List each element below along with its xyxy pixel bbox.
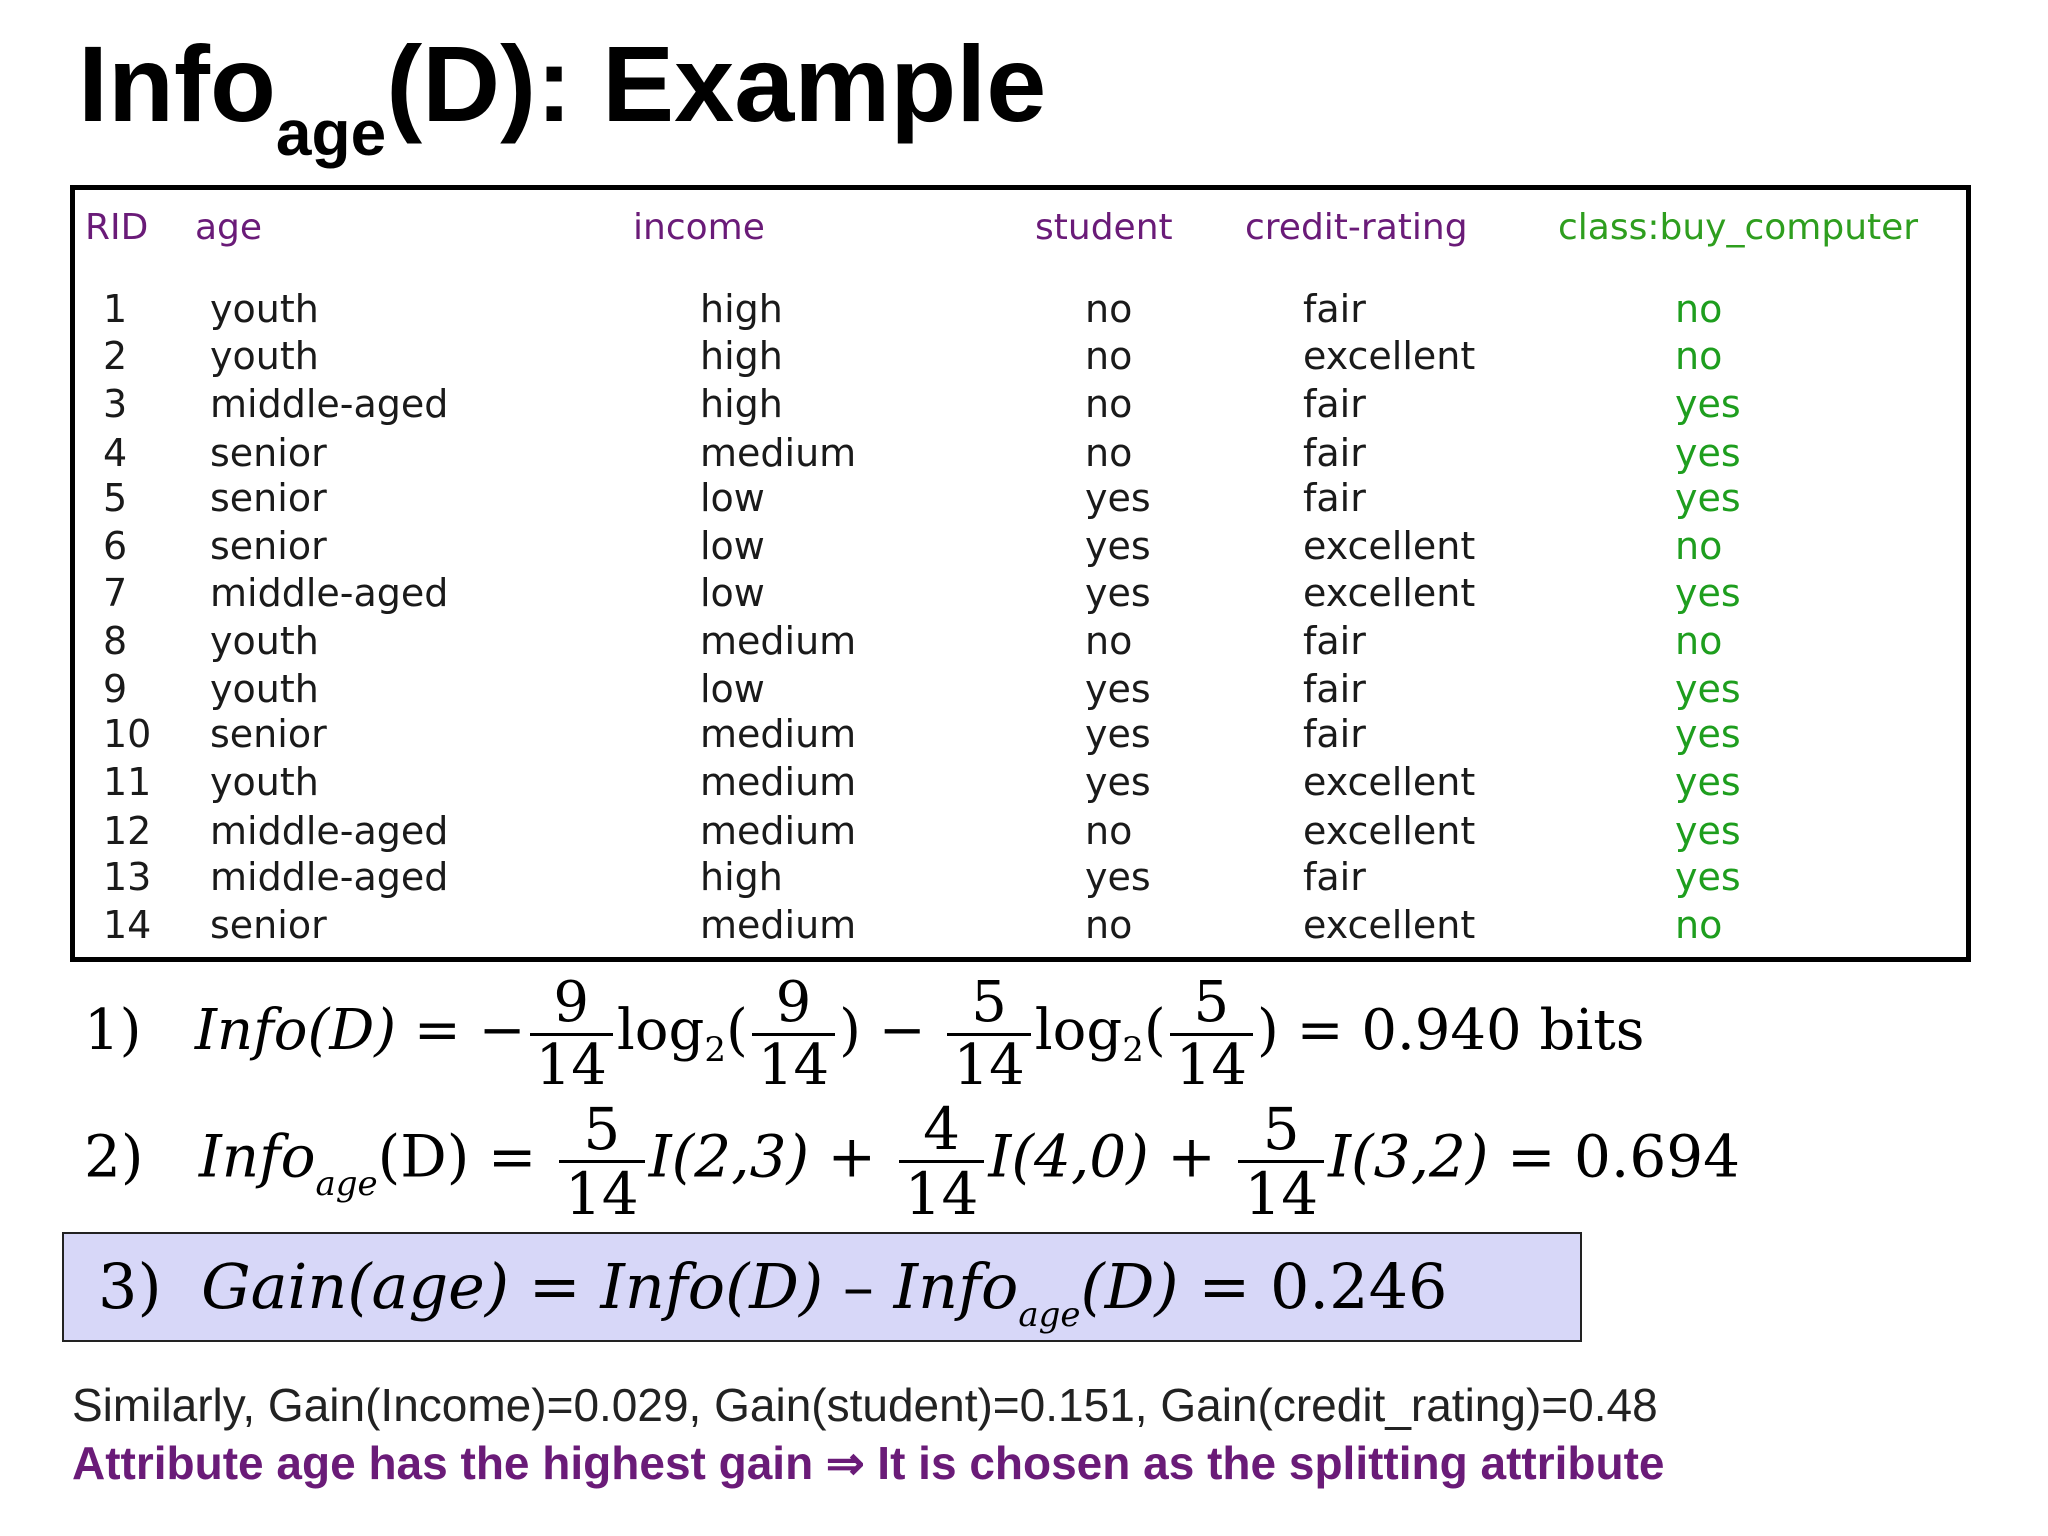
table-cell-class: yes — [1675, 382, 1741, 426]
conclusion-text: Attribute age has the highest gain ⇒ It is chosen as the splitting attribute — [72, 1437, 1665, 1489]
table-cell-income: high — [700, 855, 783, 899]
title-subscript: age — [275, 97, 387, 169]
table-cell-student: yes — [1085, 476, 1151, 520]
table-cell-rid: 2 — [103, 334, 128, 378]
table-cell-income: medium — [700, 712, 857, 756]
fraction: $\frac{5}{14}$ — [559, 1100, 645, 1223]
table-cell-class: no — [1675, 334, 1723, 378]
table-cell-rid: 11 — [103, 760, 152, 804]
table-cell-student: yes — [1085, 712, 1151, 756]
table-cell-age: middle-aged — [210, 809, 449, 853]
table-cell-age: senior — [210, 903, 327, 947]
table-cell-rid: 1 — [103, 287, 128, 331]
table-cell-income: medium — [700, 809, 857, 853]
table-cell-rid: 4 — [103, 431, 128, 475]
table-cell-rid: 6 — [103, 524, 128, 568]
table-cell-rid: 9 — [103, 667, 128, 711]
table-cell-credit: excellent — [1303, 524, 1476, 568]
table-cell-age: middle-aged — [210, 382, 449, 426]
table-cell-income: medium — [700, 619, 857, 663]
table-cell-income: medium — [700, 431, 857, 475]
data-table — [70, 185, 1971, 962]
table-cell-class: no — [1675, 619, 1723, 663]
table-cell-age: senior — [210, 524, 327, 568]
table-cell-class: yes — [1675, 476, 1741, 520]
table-cell-credit: fair — [1303, 476, 1366, 520]
table-cell-age: youth — [210, 334, 319, 378]
table-cell-income: low — [700, 571, 765, 615]
table-cell-income: low — [700, 667, 765, 711]
table-cell-class: yes — [1675, 855, 1741, 899]
table-cell-credit: excellent — [1303, 334, 1476, 378]
table-cell-class: yes — [1675, 571, 1741, 615]
table-cell-class: yes — [1675, 760, 1741, 804]
table-cell-student: no — [1085, 619, 1133, 663]
column-header-rid: RID — [85, 207, 149, 248]
equation-result: = 0.940 bits — [1296, 998, 1645, 1063]
equation-gain-age: 3) Gain(age) = Info(D) – Info$_{age}$(D) = 0.246 — [98, 1250, 1448, 1335]
table-cell-age: senior — [210, 712, 327, 756]
equation-info-age: 2) Info$_{age}$(D) = $\frac{5}{14}$ I(2,3) + $\frac{4}{14}$ I(4,0) + $\frac{5}{14}$ I(3,2) = 0.694 — [84, 1095, 1741, 1228]
table-cell-class: yes — [1675, 712, 1741, 756]
table-cell-rid: 12 — [103, 809, 152, 853]
equation-label: 2) — [84, 1122, 144, 1191]
equation-result: = 0.246 — [1198, 1250, 1448, 1323]
table-cell-age: youth — [210, 619, 319, 663]
table-cell-student: no — [1085, 382, 1133, 426]
table-cell-student: no — [1085, 809, 1133, 853]
table-cell-class: yes — [1675, 809, 1741, 853]
similar-gains-note: Similarly, Gain(Income)=0.029, Gain(student)=0.151, Gain(credit_rating)=0.48 — [72, 1379, 1658, 1431]
equation-label: 3) — [98, 1250, 162, 1323]
table-cell-age: senior — [210, 431, 327, 475]
fraction: $\frac{5}{14}$ — [947, 975, 1030, 1094]
table-cell-credit: fair — [1303, 431, 1366, 475]
table-cell-student: no — [1085, 334, 1133, 378]
equation-label: 1) — [84, 998, 142, 1063]
table-cell-age: youth — [210, 760, 319, 804]
table-cell-credit: excellent — [1303, 903, 1476, 947]
table-cell-student: yes — [1085, 571, 1151, 615]
table-cell-class: yes — [1675, 667, 1741, 711]
fraction: $\frac{9}{14}$ — [752, 975, 835, 1094]
table-cell-income: low — [700, 524, 765, 568]
equation-lhs: Info(D) — [194, 998, 397, 1063]
fraction: $\frac{5}{14}$ — [1170, 975, 1253, 1094]
table-cell-class: no — [1675, 287, 1723, 331]
table-cell-age: middle-aged — [210, 571, 449, 615]
table-cell-credit: excellent — [1303, 760, 1476, 804]
title-main: Info — [78, 23, 276, 144]
table-cell-income: medium — [700, 760, 857, 804]
table-cell-rid: 5 — [103, 476, 128, 520]
table-cell-income: high — [700, 382, 783, 426]
column-header-credit: credit-rating — [1245, 207, 1468, 248]
table-cell-student: yes — [1085, 760, 1151, 804]
column-header-income: income — [633, 207, 765, 248]
table-cell-credit: fair — [1303, 712, 1366, 756]
table-cell-student: no — [1085, 903, 1133, 947]
table-cell-credit: excellent — [1303, 809, 1476, 853]
table-cell-class: no — [1675, 524, 1723, 568]
table-cell-credit: fair — [1303, 287, 1366, 331]
table-cell-age: middle-aged — [210, 855, 449, 899]
table-cell-income: high — [700, 334, 783, 378]
column-header-student: student — [1035, 207, 1173, 248]
table-cell-age: senior — [210, 476, 327, 520]
table-cell-credit: fair — [1303, 855, 1366, 899]
equation-info-d: 1) Info(D) = − $\frac{9}{14}$ $\log_2$( $\frac{9}{14}$ ) − $\frac{5}{14}$ $\log_2$( $\frac{5}{14}$ ) = 0.940 bits — [84, 970, 1645, 1098]
table-cell-credit: fair — [1303, 667, 1366, 711]
table-cell-credit: excellent — [1303, 571, 1476, 615]
fraction: $\frac{4}{14}$ — [899, 1100, 985, 1223]
table-cell-credit: fair — [1303, 382, 1366, 426]
title-rest: (D): Example — [386, 23, 1047, 144]
column-header-class: class:buy_computer — [1558, 207, 1919, 248]
fraction: $\frac{5}{14}$ — [1238, 1100, 1324, 1223]
table-cell-student: no — [1085, 431, 1133, 475]
table-cell-student: yes — [1085, 524, 1151, 568]
table-cell-student: no — [1085, 287, 1133, 331]
table-cell-age: youth — [210, 667, 319, 711]
table-cell-income: high — [700, 287, 783, 331]
table-cell-student: yes — [1085, 855, 1151, 899]
table-cell-student: yes — [1085, 667, 1151, 711]
table-cell-credit: fair — [1303, 619, 1366, 663]
page-title — [78, 23, 1047, 169]
table-cell-rid: 3 — [103, 382, 128, 426]
table-cell-age: youth — [210, 287, 319, 331]
equation-result: = 0.694 — [1506, 1122, 1741, 1191]
table-cell-rid: 14 — [103, 903, 152, 947]
table-cell-class: no — [1675, 903, 1723, 947]
table-cell-income: low — [700, 476, 765, 520]
table-cell-rid: 13 — [103, 855, 152, 899]
table-cell-rid: 10 — [103, 712, 152, 756]
table-cell-rid: 8 — [103, 619, 128, 663]
fraction: $\frac{9}{14}$ — [530, 975, 613, 1094]
table-cell-class: yes — [1675, 431, 1741, 475]
table-cell-income: medium — [700, 903, 857, 947]
column-header-age: age — [195, 207, 263, 248]
table-cell-rid: 7 — [103, 571, 128, 615]
